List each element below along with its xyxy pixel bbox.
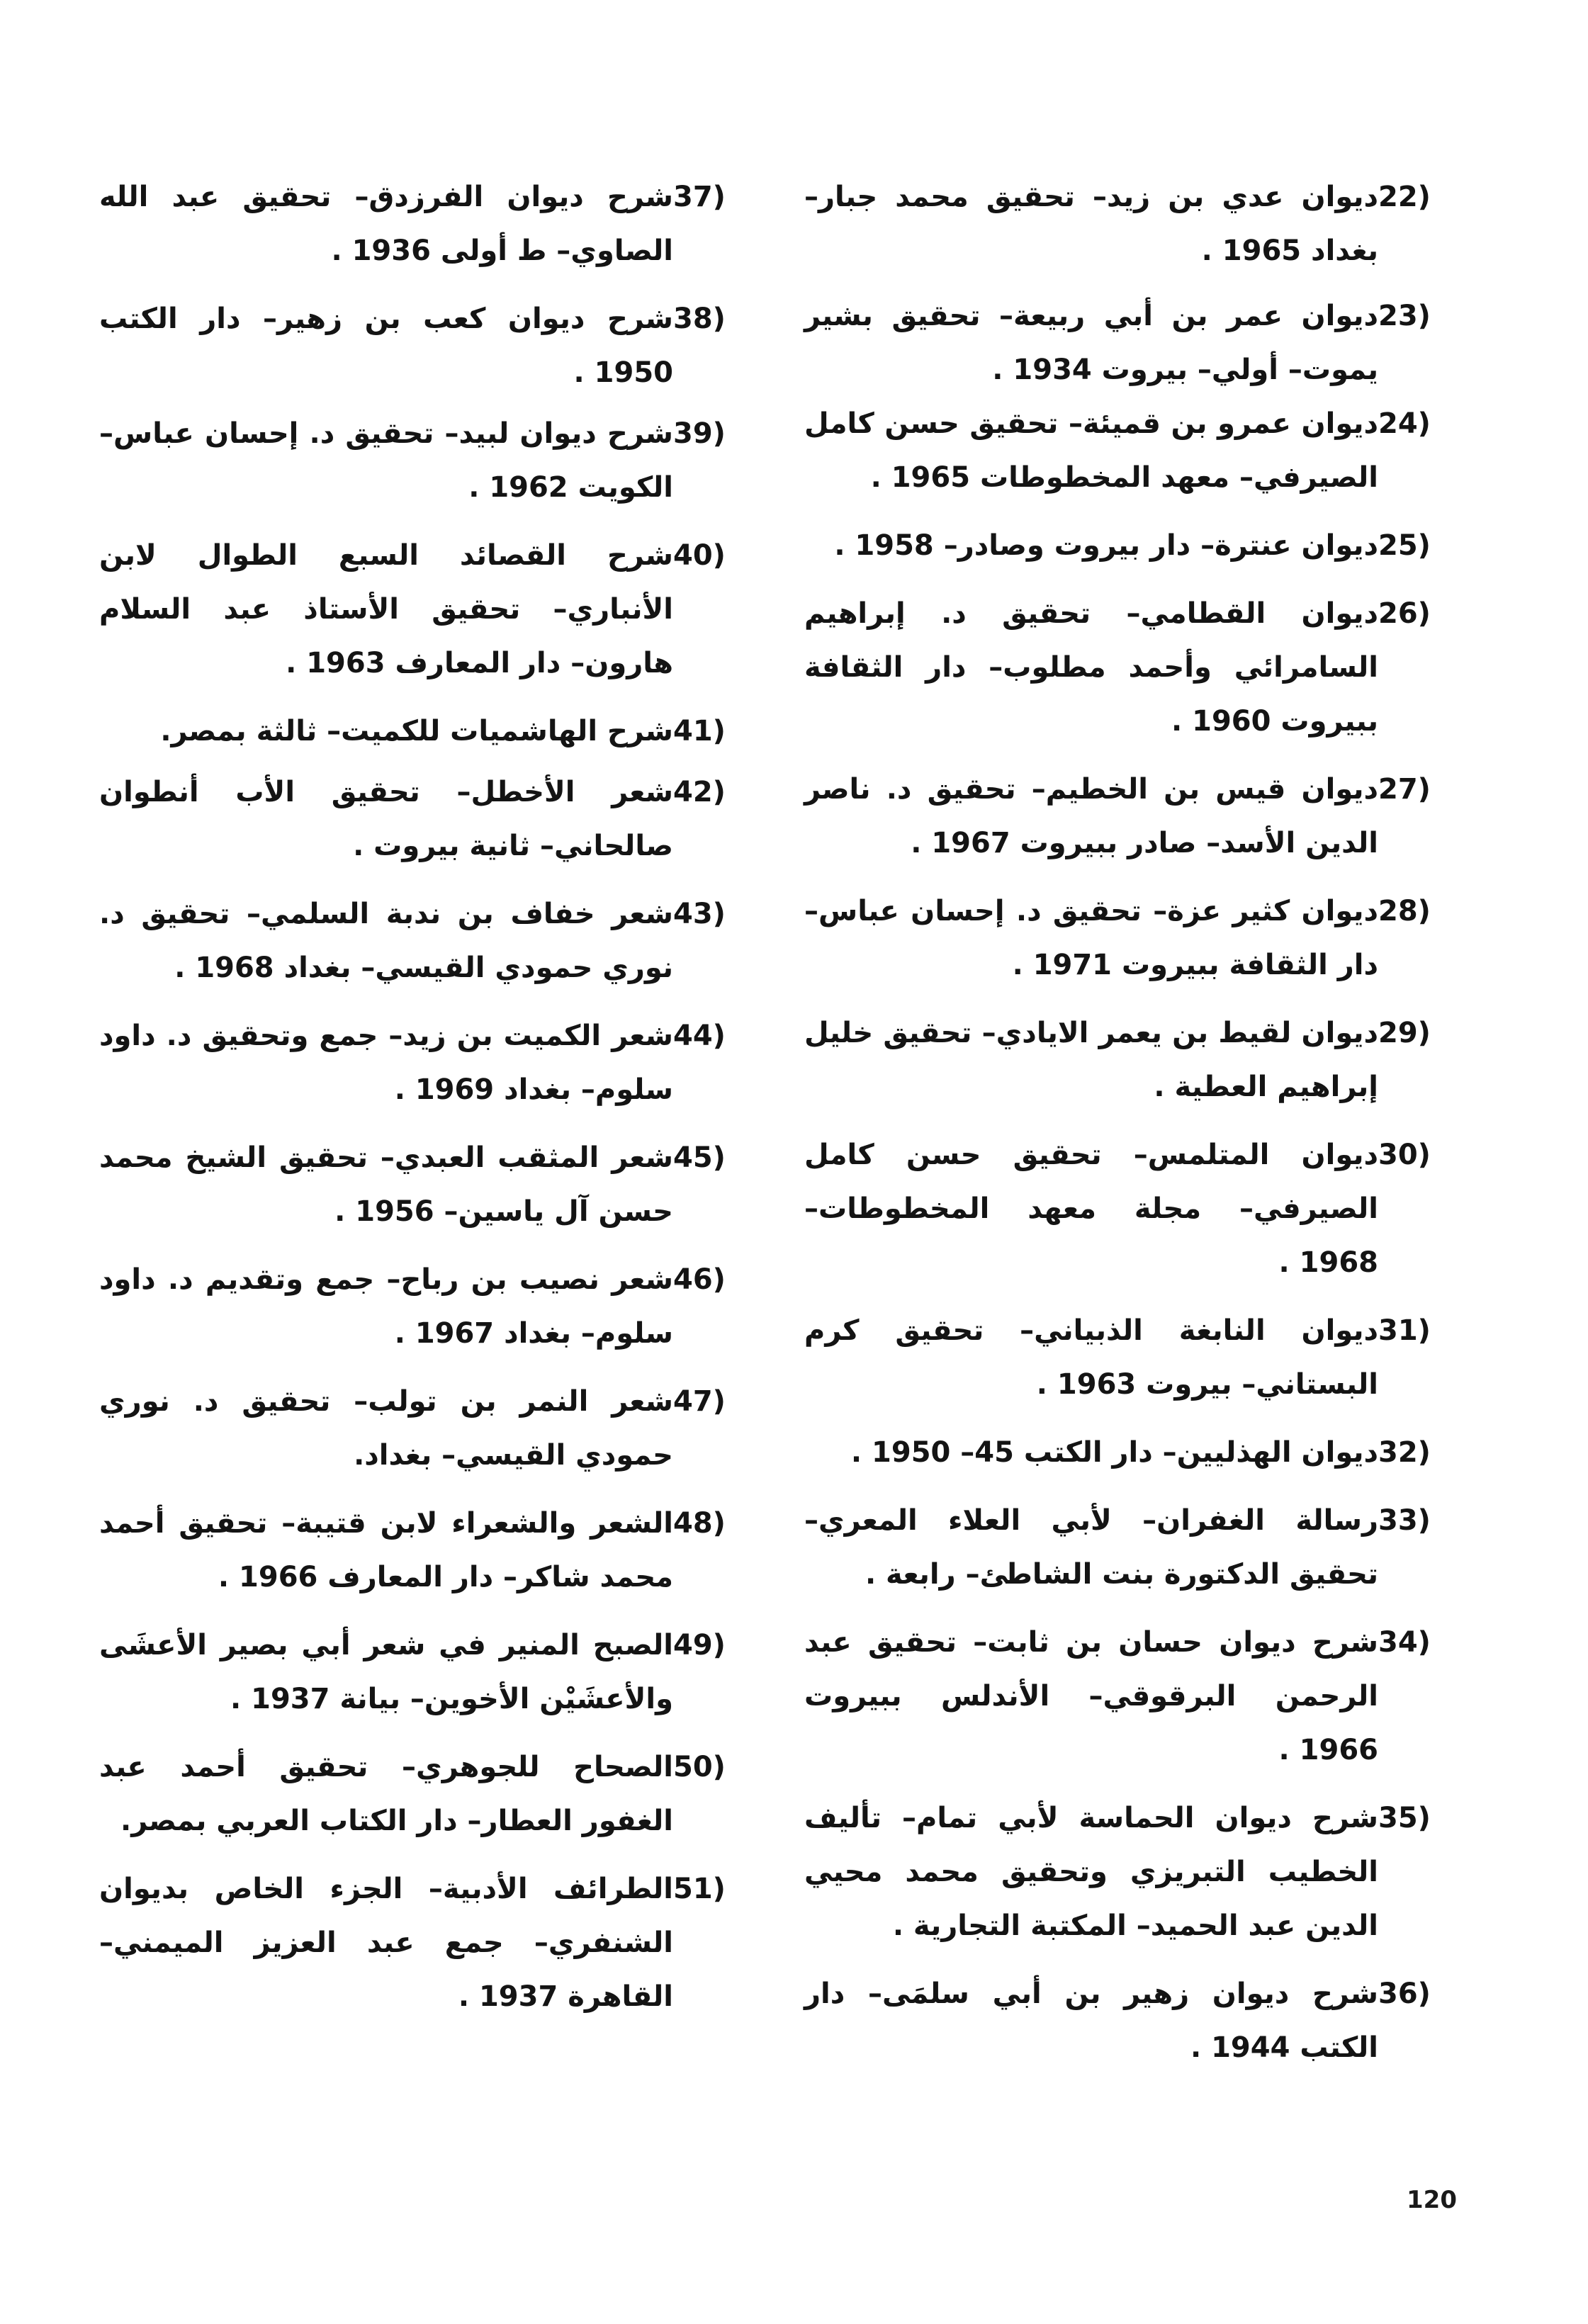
- entry-number: 48): [673, 1507, 726, 1540]
- entry-text: الصحاح للجوهري– تحقيق أحمد عبد الغفور العطار– دار الكتاب العربي بمصر.: [99, 1751, 673, 1837]
- entry-text: ديوان الهذليين– دار الكتب 45– 1950 .: [850, 1436, 1378, 1469]
- entry-text: شرح القصائد السبع الطوال لابن الأنباري– تحقيق الأستاذ عبد السلام هارون– دار المعارف 1963 .: [99, 539, 673, 679]
- entry-text: شرح ديوان كعب بن زهير– دار الكتب 1950 .: [99, 303, 673, 389]
- bibliography-entry: [99, 1496, 737, 1604]
- entry-number: 50): [673, 1751, 726, 1783]
- entry-number: 31): [1378, 1314, 1431, 1347]
- bibliography-column-left: [99, 170, 737, 2024]
- bibliography-entry: [804, 1791, 1442, 1953]
- entry-text: شرح الهاشميات للكميت– ثالثة بمصر.: [160, 715, 673, 748]
- bibliography-entry: [804, 289, 1442, 397]
- entry-number: 24): [1378, 407, 1431, 440]
- bibliography-entry: [99, 1131, 737, 1239]
- entry-text: الطرائف الأدبية– الجزء الخاص بديوان الشنفري– جمع عبد العزيز الميمني– القاهرة 1937 .: [99, 1873, 673, 2013]
- entry-text: شرح ديوان الفرزدق– تحقيق عبد الله الصاوي– ط أولى 1936 .: [99, 181, 673, 267]
- entry-number: 43): [673, 898, 726, 930]
- entry-text: شعر نصيب بن رباح– جمع وتقديم د. داود سلوم– بغداد 1967 .: [99, 1263, 673, 1350]
- bibliography-entry: [99, 529, 737, 690]
- entry-number: 29): [1378, 1017, 1431, 1049]
- entry-text: ديوان المتلمس– تحقيق حسن كامل الصيرفي– مجلة معهد المخطوطات– 1968 .: [804, 1139, 1378, 1279]
- entry-number: 28): [1378, 895, 1431, 927]
- entry-text: شرح ديوان الحماسة لأبي تمام– تأليف الخطيب التبريزي وتحقيق محمد محيي الدين عبد الحميد– المكتبة التجارية .: [804, 1802, 1378, 1942]
- bibliography-entry: [804, 1615, 1442, 1777]
- entry-text: ديوان قيس بن الخطيم– تحقيق د. ناصر الدين الأسد– صادر ببيروت 1967 .: [804, 773, 1378, 859]
- bibliography-entry: [804, 1426, 1442, 1479]
- bibliography-entry: [804, 1128, 1442, 1290]
- entry-number: 27): [1378, 773, 1431, 806]
- entry-text: شعر المثقب العبدي– تحقيق الشيخ محمد حسن آل ياسين– 1956 .: [99, 1141, 673, 1228]
- bibliography-entry: [804, 397, 1442, 504]
- entry-number: 23): [1378, 300, 1431, 332]
- entry-number: 42): [673, 776, 726, 808]
- entry-number: 38): [673, 303, 726, 335]
- entry-text: ديوان عمرو بن قميئة– تحقيق حسن كامل الصيرفي– معهد المخطوطات 1965 .: [804, 407, 1378, 494]
- entry-number: 44): [673, 1020, 726, 1052]
- entry-number: 47): [673, 1385, 726, 1418]
- entry-number: 41): [673, 715, 726, 748]
- entry-text: ديوان النابغة الذبياني– تحقيق كرم البستاني– بيروت 1963 .: [804, 1314, 1378, 1401]
- entry-number: 45): [673, 1141, 726, 1174]
- entry-text: ديوان القطامي– تحقيق د. إبراهيم السامرائي وأحمد مطلوب– دار الثقافة ببيروت 1960 .: [804, 597, 1378, 738]
- bibliography-entry: [99, 1375, 737, 1482]
- bibliography-entry: [99, 1253, 737, 1360]
- entry-text: شرح ديوان زهير بن أبي سلمَى– دار الكتب 1944 .: [804, 1978, 1378, 2064]
- bibliography-entry: [99, 170, 737, 278]
- entry-text: ديوان عمر بن أبي ربيعة– تحقيق بشير يموت– أولي– بيروت 1934 .: [804, 300, 1378, 386]
- bibliography-entry: [804, 519, 1442, 572]
- entry-text: ديوان كثير عزة– تحقيق د. إحسان عباس– دار الثقافة ببيروت 1971 .: [804, 895, 1378, 981]
- bibliography-entry: [99, 1862, 737, 2024]
- entry-text: ديوان عنترة– دار بيروت وصادر– 1958 .: [834, 529, 1378, 562]
- entry-number: 40): [673, 539, 726, 572]
- entry-number: 37): [673, 181, 726, 213]
- entry-number: 25): [1378, 529, 1431, 562]
- entry-number: 33): [1378, 1504, 1431, 1537]
- bibliography-entry: [804, 1006, 1442, 1114]
- bibliography-entry: [804, 762, 1442, 870]
- entry-number: 30): [1378, 1139, 1431, 1171]
- bibliography-entry: [99, 1740, 737, 1848]
- bibliography-entry: [99, 407, 737, 514]
- entry-text: ديوان عدي بن زيد– تحقيق محمد جبار– بغداد 1965 .: [804, 181, 1378, 267]
- entry-number: 46): [673, 1263, 726, 1296]
- entry-text: شعر خفاف بن ندبة السلمي– تحقيق د. نوري حمودي القيسي– بغداد 1968 .: [99, 898, 673, 984]
- entry-text: الصبح المنير في شعر أبي بصير الأعشَى والأعشَيْن الأخوين– بيانة 1937 .: [99, 1629, 673, 1715]
- entry-number: 26): [1378, 597, 1431, 630]
- entry-number: 36): [1378, 1978, 1431, 2010]
- bibliography-entry: [804, 1304, 1442, 1411]
- entry-text: شعر الكميت بن زيد– جمع وتحقيق د. داود سلوم– بغداد 1969 .: [99, 1020, 673, 1106]
- bibliography-entry: [99, 1618, 737, 1726]
- bibliography-entry: [99, 887, 737, 995]
- bibliography-entry: [99, 704, 737, 758]
- entry-number: 22): [1378, 181, 1431, 213]
- entry-text: شرح ديوان حسان بن ثابت– تحقيق عبد الرحمن البرقوقي– الأندلس ببيروت 1966 .: [804, 1626, 1378, 1766]
- page-number: 120: [1407, 2186, 1457, 2214]
- entry-text: ديوان لقيط بن يعمر الايادي– تحقيق خليل إبراهيم العطية .: [804, 1017, 1378, 1103]
- entry-number: 39): [673, 417, 726, 450]
- entry-number: 51): [673, 1873, 726, 1905]
- bibliography-entry: [804, 1494, 1442, 1601]
- entry-number: 34): [1378, 1626, 1431, 1659]
- bibliography-column-right: [804, 170, 1442, 2075]
- entry-number: 32): [1378, 1436, 1431, 1469]
- bibliography-entry: [804, 587, 1442, 748]
- entry-text: شعر الأخطل– تحقيق الأب أنطوان صالحاني– ثانية بيروت .: [99, 776, 673, 862]
- entry-text: رسالة الغفران– لأبي العلاء المعري– تحقيق الدكتورة بنت الشاطئ– رابعة .: [804, 1504, 1378, 1591]
- bibliography-entry: [804, 884, 1442, 992]
- entry-text: الشعر والشعراء لابن قتيبة– تحقيق أحمد محمد شاكر– دار المعارف 1966 .: [99, 1507, 673, 1593]
- entry-text: شرح ديوان لبيد– تحقيق د. إحسان عباس– الكويت 1962 .: [99, 417, 673, 504]
- bibliography-entry: [99, 292, 737, 400]
- bibliography-entry: [99, 765, 737, 873]
- entry-number: 35): [1378, 1802, 1431, 1834]
- entry-number: 49): [673, 1629, 726, 1662]
- bibliography-entry: [99, 1009, 737, 1117]
- entry-text: شعر النمر بن تولب– تحقيق د. نوري حمودي القيسي– بغداد.: [99, 1385, 673, 1472]
- bibliography-entry: [804, 170, 1442, 278]
- bibliography-entry: [804, 1967, 1442, 2075]
